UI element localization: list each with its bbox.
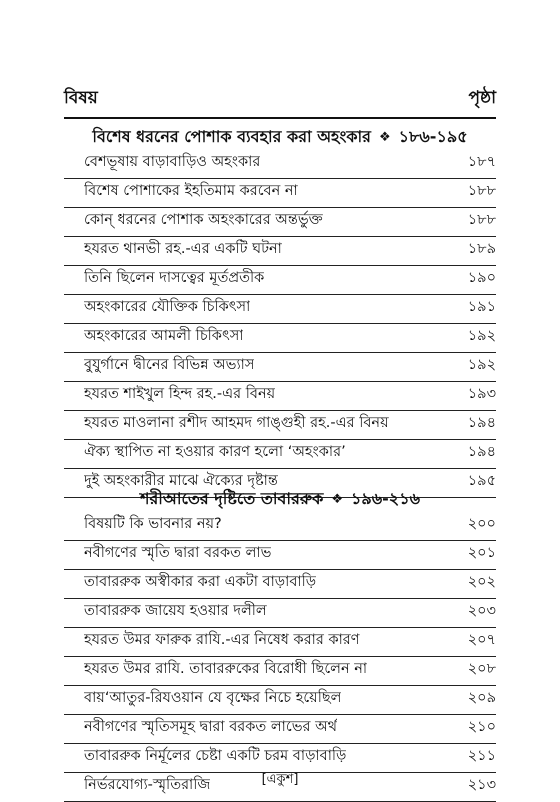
entry-title: হযরত উমর ফারুক রাযি.-এর নিষেধ করার কারণ (84, 632, 360, 648)
toc-entry (64, 295, 496, 324)
entry-title: বিশেষ পোশাকের ইহতিমাম করবেন না (84, 183, 298, 199)
section-title: বিশেষ ধরনের পোশাক ব্যবহার করা অহংকার (92, 126, 371, 146)
entry-title: নবীগণের স্মৃতি দ্বারা বরকত লাভ (84, 545, 272, 561)
toc-entry (64, 599, 496, 628)
entry-page-number: ২০২ (467, 574, 496, 590)
entry-title: তাবাররুক অস্বীকার করা একটা বাড়াবাড়ি (84, 574, 317, 590)
toc-header (64, 84, 496, 114)
entry-page-number: ১৯৫ (467, 473, 496, 489)
entry-title: বিষয়টি কি ভাবনার নয়? (84, 516, 222, 532)
toc-entry (64, 686, 496, 715)
entry-title: অহংকারের যৌক্তিক চিকিৎসা (84, 299, 251, 315)
entry-page-number: ২০৩ (467, 603, 496, 619)
toc-entry (64, 570, 496, 599)
section-heading-1 (64, 122, 496, 152)
section-page-range: ১৮৬-১৯৫ (398, 126, 468, 146)
toc-entry (64, 715, 496, 744)
header-rule (64, 117, 496, 119)
toc-entry (64, 237, 496, 266)
section-1-entries (64, 150, 496, 498)
entry-title: তিনি ছিলেন দাসত্বের মূর্তপ্রতীক (84, 270, 265, 286)
entry-title: হযরত থানভী রহ.-এর একটি ঘটনা (84, 241, 282, 257)
entry-page-number: ২০৭ (467, 632, 496, 648)
entry-page-number: ১৮৮ (467, 212, 496, 228)
entry-title: বুযুর্গানে দ্বীনের বিভিন্ন অভ্যাস (84, 357, 255, 373)
toc-entry (64, 512, 496, 541)
entry-title: হযরত উমর রাযি. তাবাররুকের বিরোধী ছিলেন না (84, 661, 368, 677)
entry-title: ঐক্য স্থাপিত না হওয়ার কারণ হলো ‘অহংকার’ (84, 444, 346, 460)
entry-title: বায়‘আতুর-রিযওয়ান যে বৃক্ষের নিচে হয়েছিল (84, 690, 342, 706)
page-footer (0, 770, 560, 790)
toc-entry (64, 353, 496, 382)
section-2-entries (64, 512, 496, 802)
toc-entry (64, 411, 496, 440)
entry-page-number: ২১০ (467, 719, 496, 735)
entry-page-number: ২০৮ (467, 661, 496, 677)
entry-page-number: ১৯২ (467, 357, 496, 373)
entry-title: অহংকারের আমলী চিকিৎসা (84, 328, 244, 344)
entry-page-number: ২০৯ (467, 690, 496, 706)
entry-title: তাবাররুক জায়েয হওয়ার দলীল (84, 603, 267, 619)
entry-title: নবীগণের স্মৃতিসমূহ দ্বারা বরকত লাভের অর্থ (84, 719, 338, 735)
entry-page-number: ১৯৩ (467, 386, 496, 402)
entry-page-number: ১৯৪ (467, 415, 496, 431)
toc-entry (64, 179, 496, 208)
toc-entry (64, 382, 496, 411)
section-heading-2 (64, 484, 496, 514)
entry-page-number: ২১৩ (467, 777, 496, 793)
entry-page-number: ২১১ (467, 748, 496, 764)
toc-entry (64, 208, 496, 237)
entry-page-number: ১৯২ (467, 328, 496, 344)
section-title: শরীআতের দৃষ্টিতে তাবাররুক (139, 488, 324, 508)
section-page-range: ১৯৬-২১৬ (351, 488, 420, 508)
toc-entry (64, 324, 496, 353)
toc-entry (64, 440, 496, 469)
toc-entry (64, 541, 496, 570)
toc-entry (64, 628, 496, 657)
diamond-separator-icon: ❖ (331, 491, 343, 507)
entry-title: তাবাররুক নির্মূলের চেষ্টা একটি চরম বাড়াবাড়ি (84, 748, 347, 764)
entry-page-number: ১৯০ (467, 270, 496, 286)
entry-title: দুই অহংকারীর মাঝে ঐক্যের দৃষ্টান্ত (84, 473, 278, 489)
entry-page-number: ১৮৯ (467, 241, 496, 257)
entry-title: কোন্ ধরনের পোশাক অহংকারের অন্তর্ভুক্ত (84, 212, 323, 228)
entry-page-number: ১৯১ (467, 299, 496, 315)
entry-page-number: ১৮৭ (467, 154, 496, 170)
toc-entry (64, 150, 496, 179)
entry-page-number: ১৯৪ (467, 444, 496, 460)
entry-title: হযরত শাইখুল হিন্দ রহ.-এর বিনয় (84, 386, 276, 402)
toc-entry (64, 266, 496, 295)
entry-title: নির্ভরযোগ্য-স্মৃতিরাজি (84, 777, 211, 793)
diamond-separator-icon: ❖ (378, 129, 391, 145)
entry-title: বেশভূষায় বাড়াবাড়িও অহংকার (84, 154, 261, 170)
subject-heading: বিষয় (64, 88, 98, 108)
entry-page-number: ২০০ (467, 516, 496, 532)
toc-entry (64, 657, 496, 686)
entry-page-number: ১৮৮ (467, 183, 496, 199)
footer-page-label: [একুশ] (261, 771, 299, 787)
page-heading: পৃষ্ঠা (468, 88, 496, 108)
entry-title: হযরত মাওলানা রশীদ আহমদ গাঙ্গুহী রহ.-এর বিনয় (84, 415, 389, 431)
entry-page-number: ২০১ (467, 545, 496, 561)
